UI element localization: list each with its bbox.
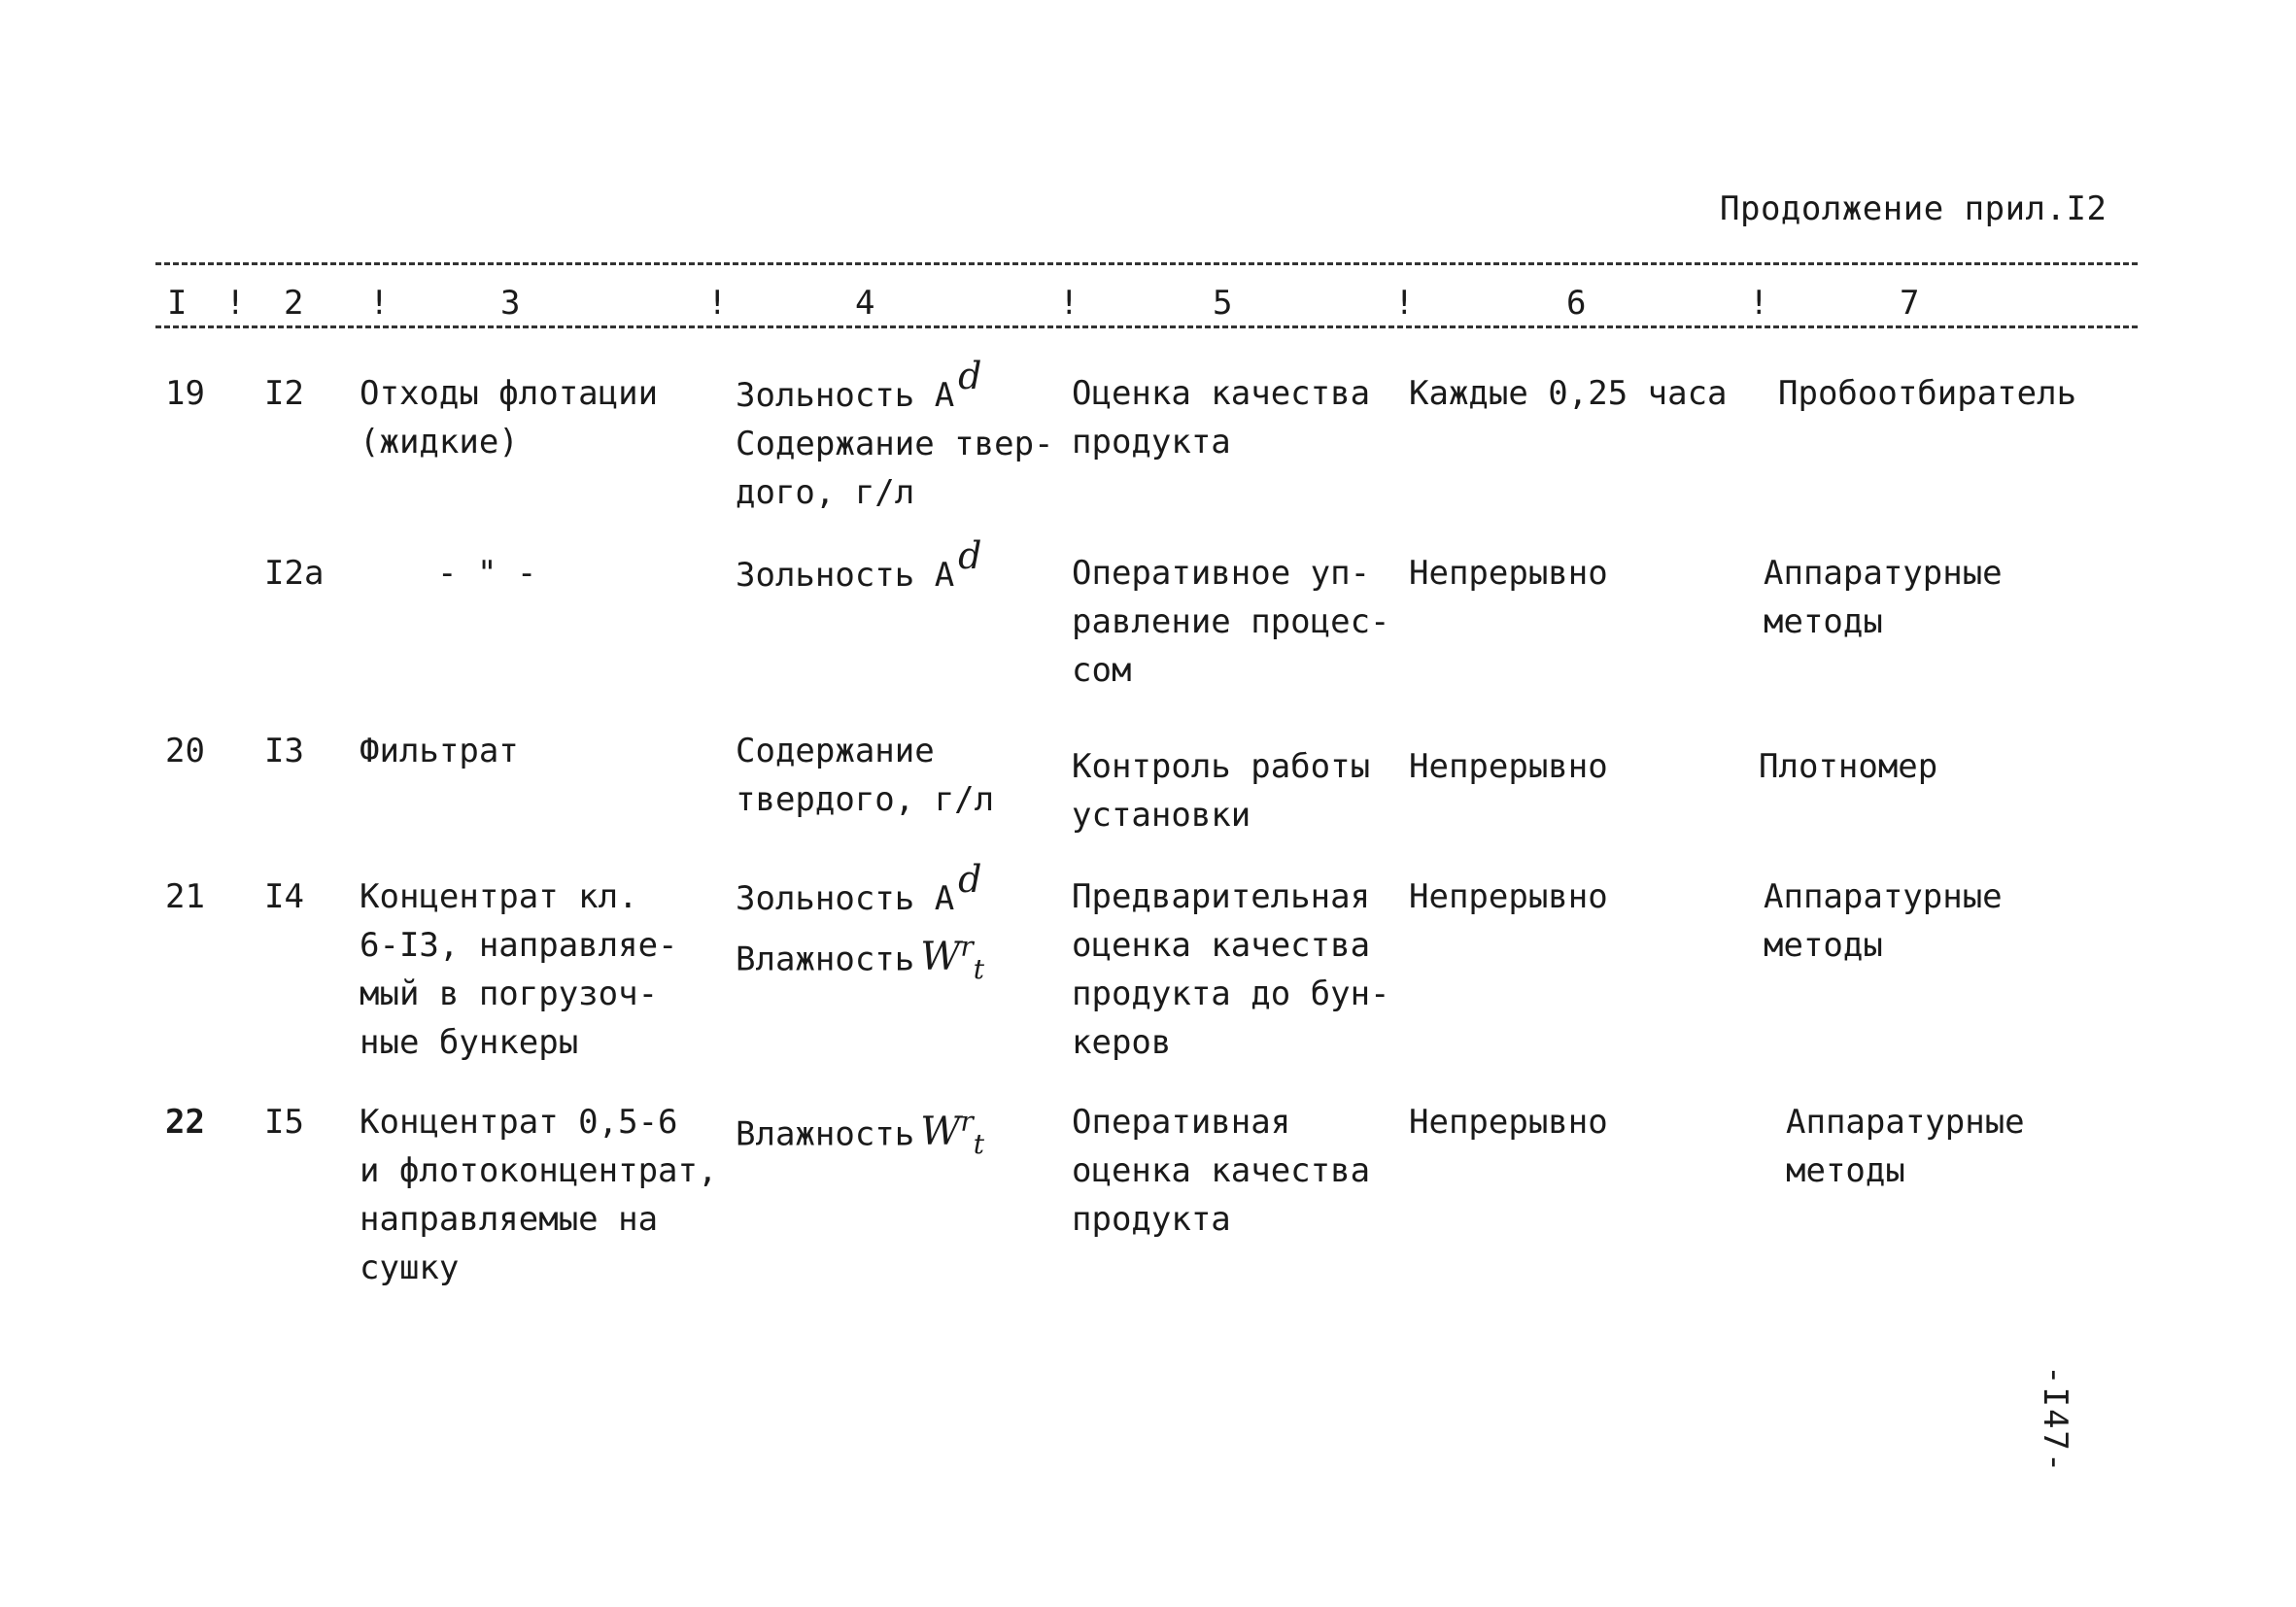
moisture-symbol: $W^r_t$ (920, 931, 985, 986)
col-separator: ! (1059, 284, 1079, 323)
control-method: Плотномер (1759, 747, 1938, 786)
col-separator: ! (225, 284, 246, 323)
control-method: Пробоотбиратель (1778, 374, 2077, 413)
continuation-label: Продолжение прил.I2 (1720, 189, 2108, 228)
col-separator: ! (1749, 284, 1769, 323)
control-object: - " - (437, 554, 537, 593)
control-method: Аппаратурные методы (1764, 554, 2003, 641)
col-header-2: 2 (284, 284, 304, 323)
col-separator: ! (707, 284, 728, 323)
control-purpose: Оперативная оценка качества продукта (1072, 1103, 1371, 1239)
control-method: Аппаратурные методы (1786, 1103, 2025, 1190)
param-text: Зольность А (736, 879, 955, 918)
control-frequency: Непрерывно (1409, 554, 1608, 593)
row-number: 22 (165, 1103, 205, 1142)
controlled-parameter (736, 534, 1071, 599)
control-frequency: Каждые 0,25 часа (1409, 374, 1728, 413)
control-frequency: Непрерывно (1409, 1103, 1608, 1142)
col-header-5: 5 (1213, 284, 1233, 323)
col-header-3: 3 (500, 284, 521, 323)
param-superscript: d (958, 355, 982, 397)
column-number-header (0, 284, 2296, 323)
col-header-7: 7 (1900, 284, 1920, 323)
row-number: 20 (165, 732, 205, 770)
control-purpose: Оперативное уп- равление процес- сом (1072, 554, 1390, 690)
row-number: 21 (165, 877, 205, 916)
col-header-6: 6 (1566, 284, 1587, 323)
table-top-rule (155, 262, 2138, 265)
control-object: Фильтрат (360, 732, 519, 770)
param-text: Влажность (736, 1114, 915, 1154)
control-purpose: Предварительная оценка качества продукта до бун- керов (1072, 877, 1390, 1062)
point-number: I2а (264, 554, 325, 593)
control-method: Аппаратурные методы (1764, 877, 2003, 965)
moisture-symbol: $W^r_t$ (920, 1106, 985, 1161)
col-header-4: 4 (855, 284, 875, 323)
controlled-parameter (736, 355, 1071, 517)
point-number: I5 (264, 1103, 304, 1142)
control-frequency: Непрерывно (1409, 877, 1608, 916)
page-number: -I47- (2036, 1365, 2074, 1475)
param-text: Зольность А (736, 376, 955, 415)
control-purpose: Оценка качества продукта (1072, 374, 1371, 462)
controlled-parameter: Содержание твердого, г/л (736, 732, 995, 819)
col-separator: ! (369, 284, 390, 323)
col-separator: ! (1394, 284, 1415, 323)
param-superscript: d (958, 534, 982, 577)
col-header-1: I (167, 284, 188, 323)
param-text: Зольность А (736, 556, 955, 595)
point-number: I4 (264, 877, 304, 916)
point-number: I3 (264, 732, 304, 770)
param-text-rest: Содержание твер- дого, г/л (736, 425, 1054, 512)
param-superscript: d (958, 858, 982, 901)
control-purpose: Контроль работы установки (1072, 747, 1371, 835)
control-object: Концентрат 0,5-6 и флотоконцентрат, направляемые на сушку (360, 1103, 718, 1287)
control-frequency: Непрерывно (1409, 747, 1608, 786)
controlled-parameter (736, 858, 1071, 994)
row-number: 19 (165, 374, 205, 413)
header-bottom-rule (155, 325, 2138, 328)
control-object: Отходы флотации (жидкие) (360, 374, 659, 462)
param-text-2: Влажность (736, 940, 915, 979)
controlled-parameter (736, 1098, 1071, 1169)
control-object: Концентрат кл. 6-I3, направляе- мый в погрузоч- ные бункеры (360, 877, 678, 1062)
point-number: I2 (264, 374, 304, 413)
